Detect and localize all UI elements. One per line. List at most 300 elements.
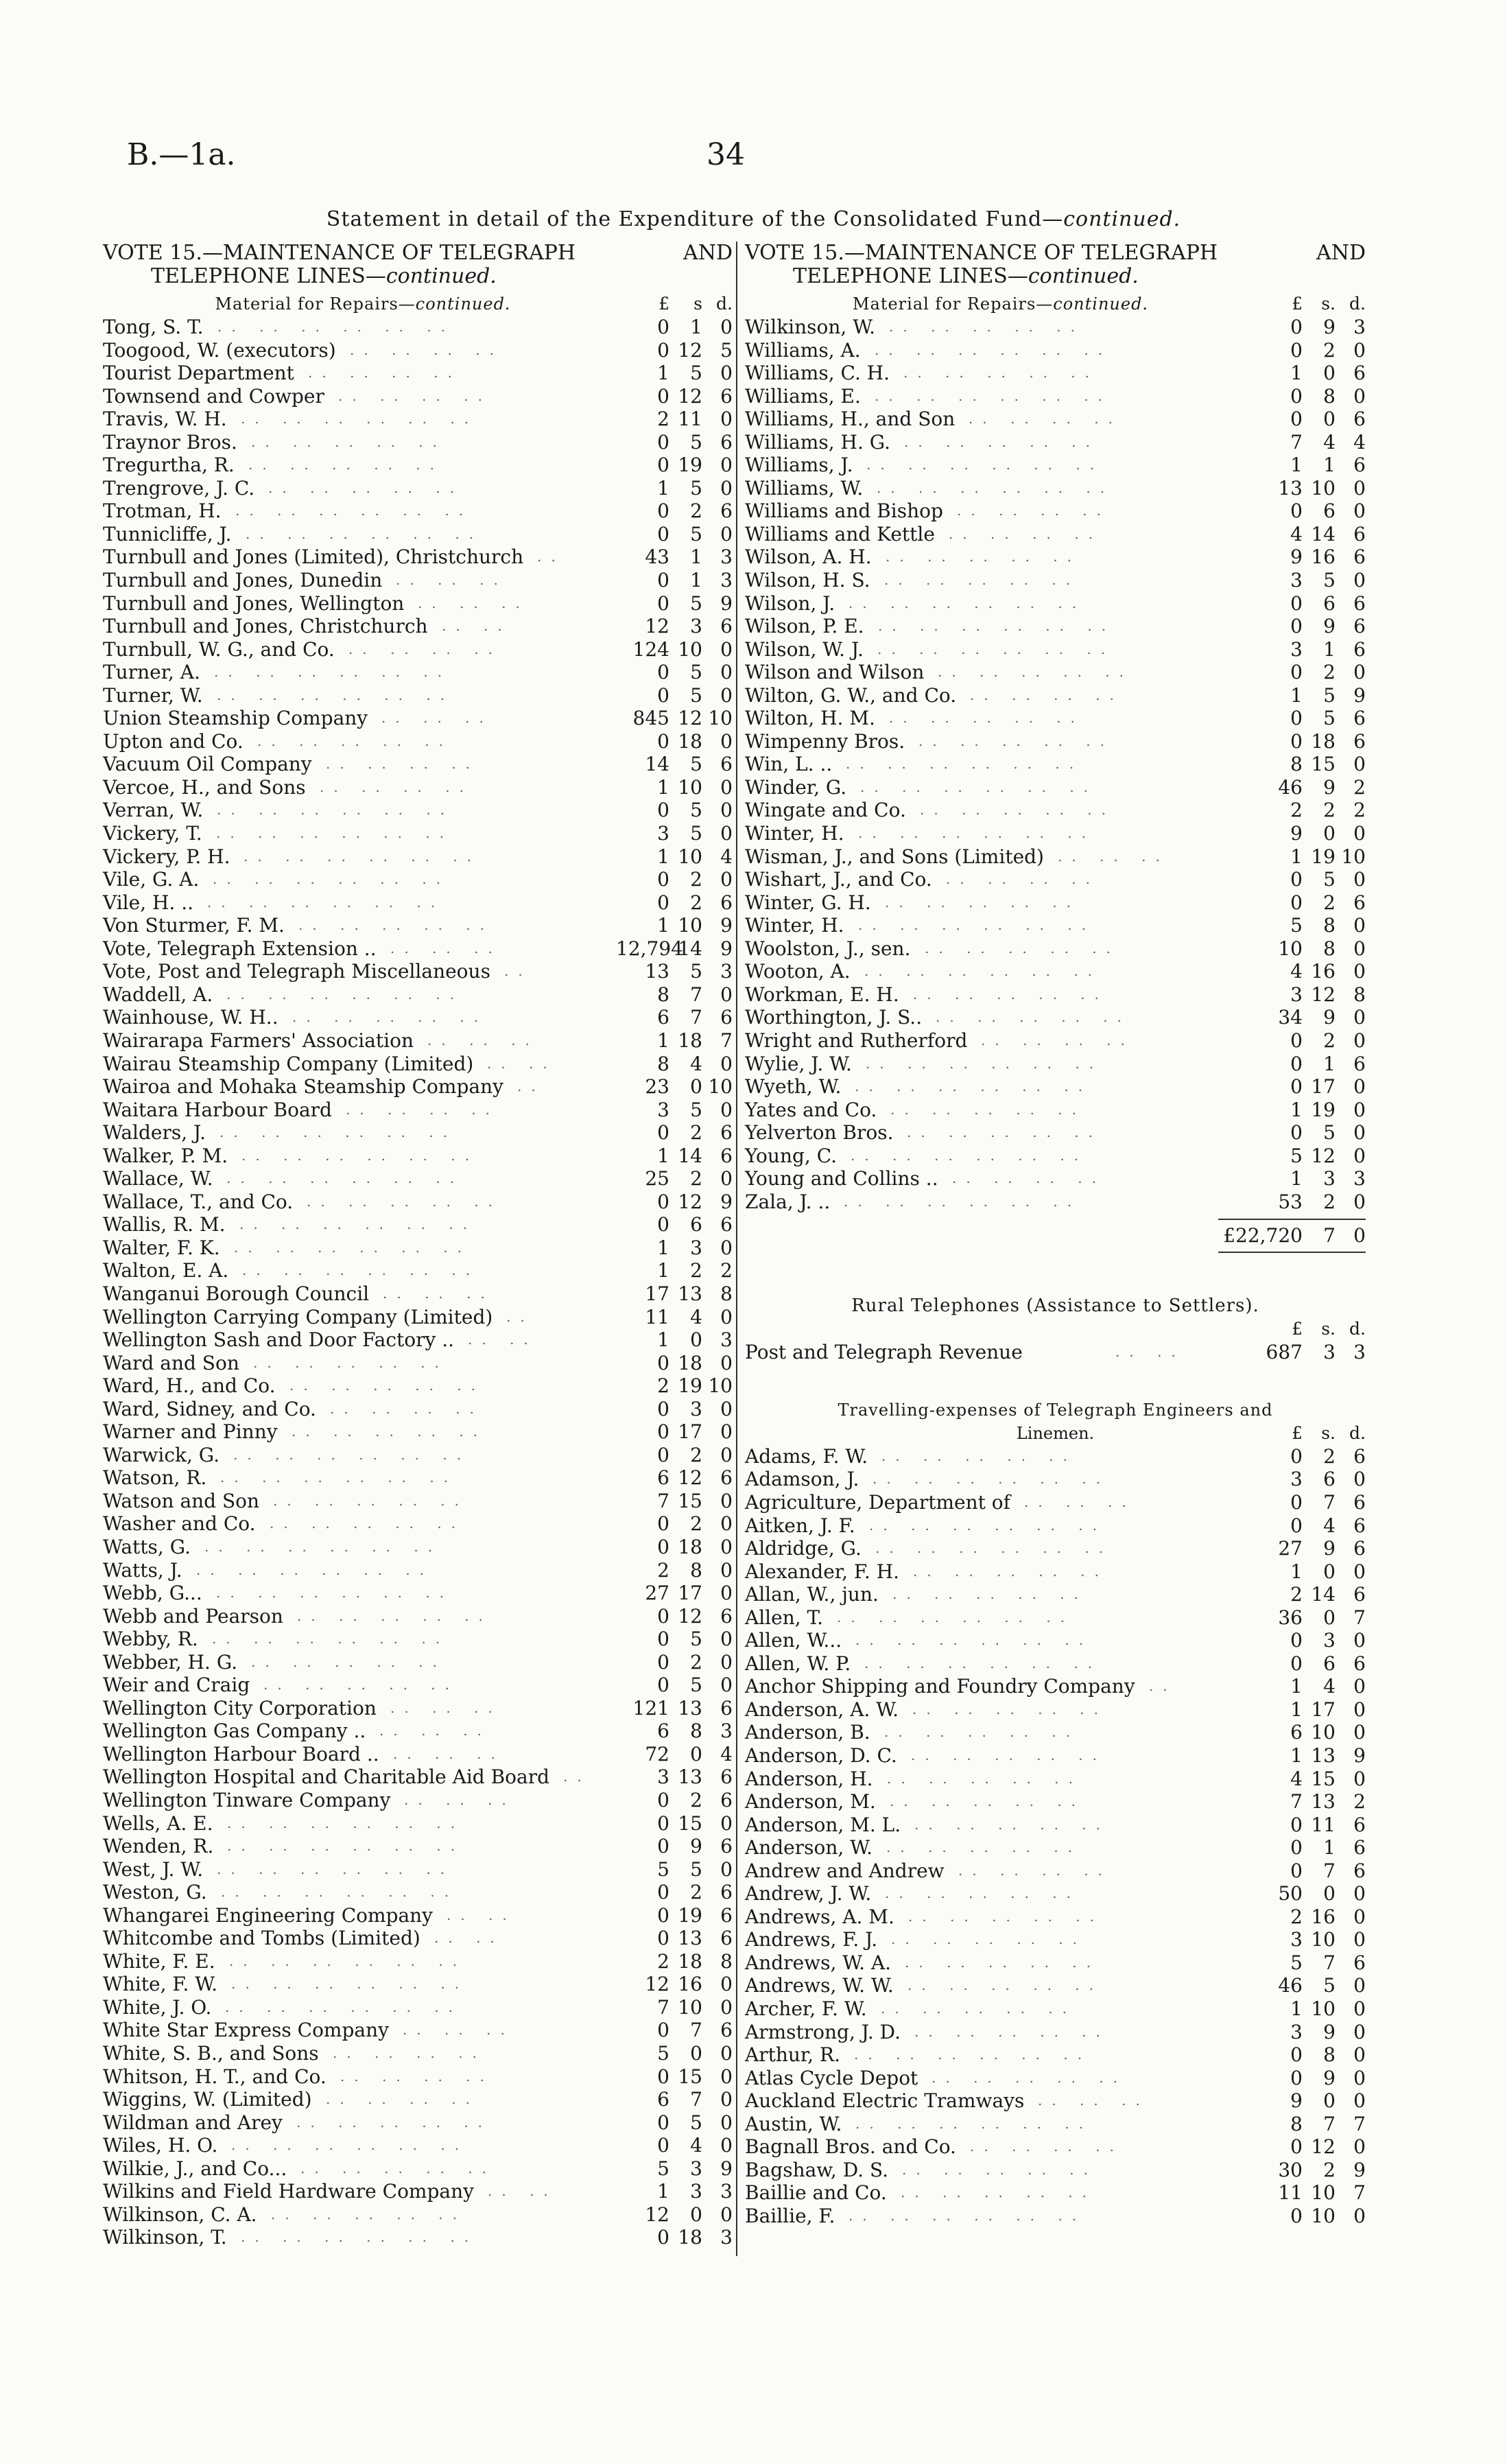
entry-pence: 0: [720, 2042, 733, 2065]
leader-dots: .. .. .. .. .. ..: [234, 1239, 472, 1256]
entry-pounds: 0: [657, 454, 669, 477]
entry-amount: [616, 1720, 733, 1743]
entry-name: Alexander, F. H.: [745, 1560, 900, 1583]
entry-pence: 0: [1353, 960, 1366, 983]
entry-amount: [1249, 753, 1366, 776]
leader-dots: .. .. .. .. ..: [908, 1908, 1104, 1925]
entry-pounds: 0: [1290, 1490, 1303, 1514]
entry-row: [103, 1720, 733, 1743]
entry-amount: [1249, 545, 1366, 569]
entry-pence: 6: [1353, 362, 1366, 385]
entry-name: Baillie and Co.: [745, 2181, 887, 2205]
entry-shillings: 19: [678, 1903, 702, 1927]
entry-amount: [1249, 2067, 1366, 2090]
leader-dots: .. .. .. .. .. ..: [235, 502, 473, 519]
entry-pence: 3: [1353, 1167, 1366, 1190]
entry-name: Yelverton Bros.: [745, 1121, 894, 1145]
entry-pence: 0: [1353, 1721, 1366, 1744]
entry-shillings: 15: [678, 1489, 702, 1512]
entry-pounds: 30: [1278, 2158, 1303, 2181]
entry-name: Travis, W. H.: [103, 408, 227, 431]
entry-amount: [1249, 891, 1366, 915]
entry-shillings: 6: [690, 1213, 702, 1236]
leader-dots: .. .. .. .. ..: [901, 2184, 1097, 2201]
entry-row: [745, 891, 1366, 915]
leader-dots: .. .. .. .. ..: [914, 2023, 1111, 2040]
entry-name: Townsend and Cowper: [103, 384, 324, 408]
entry-row: [745, 1675, 1366, 1698]
entry-row: [745, 868, 1366, 891]
entry-amount: [616, 1490, 733, 1513]
entry-row: [103, 1053, 733, 1076]
entry-pounds: 0: [1290, 1029, 1303, 1052]
leader-dots: .. .. .. .. .. ..: [217, 686, 455, 703]
entry-shillings: 8: [1323, 914, 1336, 937]
leader-dots: .. .. .. .. .. ..: [217, 801, 455, 819]
entry-amount: [1249, 960, 1366, 983]
entry-amount: [616, 684, 733, 707]
leader-dots: .. .. .. ..: [333, 2045, 486, 2062]
entry-row: [103, 408, 733, 431]
entry-amount: [616, 914, 733, 937]
entry-shillings: 16: [1311, 960, 1336, 983]
entry-pence: 4: [720, 845, 733, 868]
entry-name: Whitson, H. T., and Co.: [103, 2065, 327, 2088]
leader-dots: .. .. .. .. .. ..: [220, 1469, 458, 1486]
entry-pounds: 0: [657, 1420, 669, 1444]
entry-shillings: 2: [690, 868, 702, 891]
entry-amount: [616, 569, 733, 592]
entry-amount: [1249, 477, 1366, 500]
leader-dots: .. .. .. .. ..: [886, 1839, 1082, 1856]
entry-pounds: 8: [657, 983, 669, 1006]
entry-name: Watts, J.: [103, 1558, 182, 1582]
leader-dots: .. .. .. .. ..: [932, 2069, 1128, 2086]
entry-shillings: 12: [678, 384, 702, 408]
leader-dots: .. .. .. .. ..: [914, 1816, 1111, 1833]
entry-amount: [616, 960, 733, 983]
entry-pounds: 0: [657, 1811, 669, 1835]
entry-amount: [616, 523, 733, 546]
entry-amount: [616, 1835, 733, 1858]
entry-pence: 6: [1353, 729, 1366, 753]
entry-name: White, F. E.: [103, 1949, 215, 1973]
entry-shillings: 0: [690, 1075, 702, 1099]
entry-amount: [1249, 2181, 1366, 2205]
entry-row: [745, 569, 1366, 592]
entry-pence: 0: [1353, 1560, 1366, 1583]
entry-row: [103, 1352, 733, 1375]
entry-pence: 0: [1353, 1997, 1366, 2020]
leader-dots: .. .. .. .. ..: [885, 1885, 1081, 1902]
entry-pence: 0: [720, 1397, 733, 1420]
entry-pounds: 0: [657, 1604, 669, 1628]
entry-pounds: 6: [657, 1720, 669, 1743]
entry-pounds: 1: [1290, 454, 1303, 477]
leader-dots: .. .. .. .. .. ..: [851, 1147, 1089, 1164]
entry-row: [745, 2181, 1366, 2205]
total-pounds: £22,720: [1223, 1224, 1303, 1247]
leader-dots: .. .. .. .. ..: [907, 1977, 1104, 1994]
entry-pounds: 0: [657, 1628, 669, 1651]
entry-row: [103, 2157, 733, 2181]
entry-shillings: 10: [678, 1995, 702, 2019]
entry-shillings: 9: [1323, 316, 1336, 338]
entry-row: [745, 1099, 1366, 1122]
entry-name: Adamson, J.: [745, 1468, 859, 1491]
leader-dots: .. .. ..: [383, 1284, 495, 1302]
leader-dots: .. .. .. .. ..: [273, 1492, 469, 1509]
entry-name: Wellington Tinware Company: [103, 1789, 391, 1811]
entry-shillings: 5: [1323, 1974, 1336, 1997]
entry-amount: [1249, 661, 1366, 684]
entry-row: [103, 1190, 733, 1214]
leader-dots: .. .. .. .. .. ..: [875, 387, 1113, 404]
entry-name: Winter, H.: [745, 914, 844, 937]
leader-dots: .. .. .. ..: [308, 364, 462, 382]
entry-pounds: 2: [657, 408, 669, 431]
entry-amount: [1249, 1583, 1366, 1606]
entry-shillings: 6: [1323, 500, 1336, 523]
entry-pounds: 1: [657, 476, 669, 500]
entry-amount: [616, 1858, 733, 1881]
entry-name: Atlas Cycle Depot: [745, 2066, 918, 2089]
entry-pence: 0: [720, 2203, 733, 2226]
entry-pence: 3: [1353, 316, 1366, 338]
entry-shillings: 5: [690, 522, 702, 545]
entry-pence: 6: [1353, 637, 1366, 661]
entry-name: Wallis, R. M.: [103, 1213, 226, 1236]
entry-row: [103, 362, 733, 385]
entry-amount: [1249, 2021, 1366, 2044]
leader-dots: .. .. .. .. ..: [890, 1793, 1086, 1810]
entry-shillings: 5: [690, 822, 702, 845]
entry-pence: 0: [1353, 1882, 1366, 1905]
entry-amount: [1249, 1721, 1366, 1744]
entry-amount: [1249, 1006, 1366, 1029]
entry-name: Tunnicliffe, J.: [103, 522, 232, 545]
entry-pence: 6: [1353, 1859, 1366, 1882]
entry-row: [103, 545, 733, 569]
entry-name: Wooton, A.: [745, 960, 851, 983]
entry-row: [103, 661, 733, 684]
entry-shillings: 5: [690, 683, 702, 707]
entry-pence: 0: [720, 1535, 733, 1558]
entry-row: [745, 937, 1366, 961]
entry-pounds: 0: [657, 2019, 669, 2042]
entry-shillings: 14: [678, 1144, 702, 1167]
entry-name: Wingate and Co.: [745, 799, 906, 822]
entry-pence: 0: [720, 1305, 733, 1328]
entry-row: [103, 1282, 733, 1306]
entry-pence: 7: [1353, 1606, 1366, 1629]
entry-pence: 6: [720, 2019, 733, 2042]
entry-row: [745, 2135, 1366, 2159]
leader-dots: .. .. .. .. ..: [902, 2161, 1098, 2178]
entry-pence: 6: [1353, 1652, 1366, 1675]
leader-dots: .. .. .. .. ..: [251, 1653, 447, 1670]
entry-row: [745, 684, 1366, 707]
entry-amount: [1249, 1675, 1366, 1698]
entry-pounds: 27: [645, 1582, 669, 1605]
entry-amount: [1249, 1606, 1366, 1630]
entry-shillings: 2: [690, 1167, 702, 1190]
entry-pence: 3: [720, 2180, 733, 2203]
entry-amount: [1249, 1053, 1366, 1076]
entry-pounds: 5: [657, 2157, 669, 2180]
leader-dots: .. .. .. .. ..: [297, 1607, 493, 1624]
entry-pence: 10: [708, 1075, 733, 1099]
entry-shillings: 5: [1323, 1121, 1336, 1145]
vote-heading-line2: TELEPHONE LINES—: [151, 264, 386, 288]
entry-amount: [616, 1099, 733, 1122]
entry-shillings: 5: [1323, 569, 1336, 592]
leader-dots: .. .. .. .. .. ..: [244, 847, 482, 865]
entry-row: [745, 1882, 1366, 1905]
leader-dots: .. .. .. .. .. ..: [216, 825, 454, 842]
entry-pounds: 2: [657, 1374, 669, 1398]
entry-row: [745, 1974, 1366, 1997]
entry-row: [745, 1652, 1366, 1676]
entry-name: Wellington Sash and Door Factory ..: [103, 1328, 455, 1352]
section-title-continued: continued.: [1053, 294, 1149, 314]
entry-name: Anderson, W.: [745, 1836, 873, 1859]
vote-heading-continued: continued.: [385, 264, 497, 288]
entry-row: [745, 408, 1366, 431]
entry-pence: 0: [720, 362, 733, 385]
entry-pounds: 0: [657, 1674, 669, 1697]
entry-pounds: 0: [657, 729, 669, 753]
entry-pence: 0: [720, 1052, 733, 1075]
entry-name: Traynor Bros.: [103, 430, 237, 454]
entry-name: Yates and Co.: [745, 1098, 877, 1121]
entry-row: [103, 1167, 733, 1190]
entry-row: [103, 1259, 733, 1282]
entry-pence: 0: [720, 637, 733, 661]
entry-pence: 6: [1353, 1537, 1366, 1560]
entry-amount: [616, 753, 733, 776]
leader-dots: .. .. .. .. .. ..: [233, 1446, 471, 1463]
leader-dots: ..: [517, 1078, 545, 1095]
leader-dots: .. .. .. .. .. ..: [854, 2046, 1092, 2063]
entry-pence: 10: [708, 707, 733, 730]
entry-row: [745, 316, 1366, 339]
entry-shillings: 0: [1323, 822, 1336, 845]
entry-shillings: 0: [1323, 408, 1336, 431]
entry-shillings: 2: [690, 500, 702, 523]
leader-dots: .. .. .. .. ..: [913, 1562, 1109, 1580]
entry-pounds: 0: [1290, 1813, 1303, 1836]
entry-shillings: 2: [690, 1443, 702, 1466]
entry-shillings: 5: [1323, 707, 1336, 730]
entry-row: [103, 523, 733, 546]
entry-pence: 6: [1353, 454, 1366, 477]
entry-amount: [1249, 1121, 1366, 1145]
entry-pence: 6: [720, 753, 733, 776]
entry-pence: 0: [720, 2065, 733, 2088]
leader-dots: .. .. .. .. .. ..: [844, 1193, 1082, 1210]
entry-name: Allan, W., jun.: [745, 1583, 879, 1606]
entry-row: [103, 799, 733, 822]
entry-shillings: 2: [690, 1512, 702, 1536]
entry-name: Williams, E.: [745, 384, 861, 408]
entry-shillings: 13: [678, 1696, 702, 1720]
leader-dots: .. .. .. .. .. ..: [858, 825, 1096, 842]
entry-shillings: 12: [678, 1190, 702, 1213]
pounds-header: £: [1292, 1422, 1303, 1443]
entry-row: [103, 1789, 733, 1812]
entry-pence: 6: [720, 1835, 733, 1858]
entry-pounds: 50: [1278, 1882, 1303, 1905]
entry-name: Bagshaw, D. S.: [745, 2158, 889, 2181]
entry-shillings: 13: [678, 1282, 702, 1305]
entry-pence: 6: [720, 891, 733, 914]
entry-name: Vacuum Oil Company: [103, 753, 312, 776]
entry-pounds: 4: [1290, 1767, 1303, 1790]
entry-row: [103, 477, 733, 500]
entry-pence: 0: [720, 868, 733, 891]
entry-pounds: 11: [1278, 2181, 1303, 2205]
entry-name: Watson and Son: [103, 1489, 260, 1512]
entry-pounds: 5: [1290, 1144, 1303, 1167]
entry-pounds: 1: [657, 1328, 669, 1352]
entry-amount: [1249, 431, 1366, 454]
entry-pence: 3: [720, 569, 733, 592]
total-amount: [1207, 1220, 1366, 1252]
entry-name: White, F. W.: [103, 1973, 218, 1996]
entry-shillings: 19: [1311, 845, 1336, 868]
entry-pence: 9: [720, 2157, 733, 2180]
entry-pence: 3: [720, 1328, 733, 1352]
entry-row: [745, 799, 1366, 822]
travelling-expenses-heading: [745, 1398, 1366, 1445]
entry-pence: 0: [720, 729, 733, 753]
travelling-heading-line1: Travelling-expenses of Telegraph Engineers and: [838, 1400, 1273, 1420]
entry-pounds: 14: [645, 753, 669, 776]
entry-pounds: 0: [657, 1789, 669, 1811]
entry-row: [103, 316, 733, 339]
entry-pounds: 1: [1290, 1560, 1303, 1583]
entry-pounds: 3: [1290, 1468, 1303, 1491]
leader-dots: .. .. .. .. ..: [892, 1586, 1089, 1603]
entry-pounds: 0: [1290, 1444, 1303, 1468]
entry-name: Wilson, W. J.: [745, 637, 864, 661]
entry-amount: [616, 1259, 733, 1282]
entry-amount: [1249, 1514, 1366, 1538]
entry-name: Winter, H.: [745, 822, 844, 845]
entry-pounds: 12: [645, 2203, 669, 2226]
entry-pence: 0: [720, 408, 733, 431]
entry-name: Workman, E. H.: [745, 983, 899, 1006]
leader-dots: .. .. .. .. .. ..: [837, 1608, 1075, 1626]
entry-amount: [616, 1904, 733, 1927]
entry-amount: [616, 2042, 733, 2065]
leader-dots: .. .. .. .. .. ..: [225, 1998, 463, 2015]
leader-dots: .. .. .. .. .. ..: [855, 1078, 1093, 1095]
entry-shillings: 2: [690, 1259, 702, 1282]
pounds-header: £: [1292, 1319, 1303, 1339]
entry-shillings: 7: [1323, 1859, 1336, 1882]
entry-pounds: 13: [1278, 476, 1303, 500]
entry-pounds: 36: [1278, 1606, 1303, 1629]
leader-dots: .. .. .. .. ..: [881, 1447, 1078, 1464]
entry-pence: 0: [720, 799, 733, 822]
entry-shillings: 11: [678, 408, 702, 431]
entry-amount: [1249, 1859, 1366, 1883]
leader-dots: .. .. .. .. ..: [300, 2159, 497, 2176]
entry-shillings: 12: [1311, 1144, 1336, 1167]
leader-dots: .. .. .. .. .. ..: [217, 1860, 455, 1877]
entry-amount: [1249, 1928, 1366, 1951]
entry-name: Andrew and Andrew: [745, 1859, 945, 1882]
entry-amount: [1249, 2043, 1366, 2067]
entry-pence: 9: [1353, 683, 1366, 707]
entry-pounds: 0: [657, 799, 669, 822]
entry-pence: 6: [720, 1903, 733, 1927]
entry-row: [103, 1765, 733, 1789]
entry-pence: 0: [720, 1443, 733, 1466]
leader-dots: .. .. .. ..: [981, 1031, 1135, 1048]
entry-pence: 0: [720, 2088, 733, 2111]
entry-row: [745, 638, 1366, 661]
leader-dots: ..: [1149, 1678, 1177, 1695]
total-row: [745, 1220, 1366, 1252]
vote-heading: [745, 242, 1366, 288]
entry-amount: [1249, 684, 1366, 707]
entry-name: Austin, W.: [745, 2112, 842, 2135]
entry-row: [103, 431, 733, 454]
entry-pounds: 0: [657, 500, 669, 523]
entry-row: [745, 822, 1366, 845]
entry-pounds: 8: [1290, 753, 1303, 776]
entry-pounds: 124: [632, 637, 669, 661]
shillings-header: s.: [1321, 294, 1336, 314]
entry-pence: 3: [720, 960, 733, 983]
entry-amount: [1249, 569, 1366, 592]
entry-name: Vickery, T.: [103, 822, 202, 845]
entry-row: [103, 914, 733, 937]
entry-name: Andrews, W. W.: [745, 1974, 894, 1997]
entry-row: [103, 2019, 733, 2042]
entry-row: [103, 1490, 733, 1513]
entry-name: Anderson, H.: [745, 1767, 873, 1790]
leader-dots: ..: [537, 548, 565, 565]
entry-pounds: 27: [1278, 1537, 1303, 1560]
leader-dots: .. .. .. .. .. ..: [877, 479, 1115, 496]
entry-row: [103, 1812, 733, 1835]
entry-row: [745, 753, 1366, 776]
entry-pence: 2: [720, 1259, 733, 1282]
entry-name: Ward, H., and Co.: [103, 1374, 276, 1398]
leader-dots: .. .. ..: [390, 1699, 502, 1716]
entry-name: Walders, J.: [103, 1121, 206, 1145]
row-name: Post and Telegraph Revenue: [745, 1341, 1023, 1364]
entry-shillings: 4: [1323, 430, 1336, 454]
entry-pence: 0: [720, 2111, 733, 2134]
entry-pounds: 0: [1290, 2066, 1303, 2089]
leader-dots: .. .. ..: [381, 709, 493, 727]
leader-dots: .. .. .. .. .. ..: [214, 664, 452, 681]
entry-pounds: 9: [1290, 2089, 1303, 2113]
money-column-headers: [1249, 1422, 1366, 1445]
entry-row: [745, 914, 1366, 937]
entry-amount: [616, 1881, 733, 1904]
shillings-header: s: [693, 294, 702, 314]
entry-shillings: 5: [690, 661, 702, 684]
entry-row: [745, 339, 1366, 362]
leader-dots: .. .. ..: [396, 572, 508, 589]
entry-pounds: 1: [1290, 1167, 1303, 1190]
